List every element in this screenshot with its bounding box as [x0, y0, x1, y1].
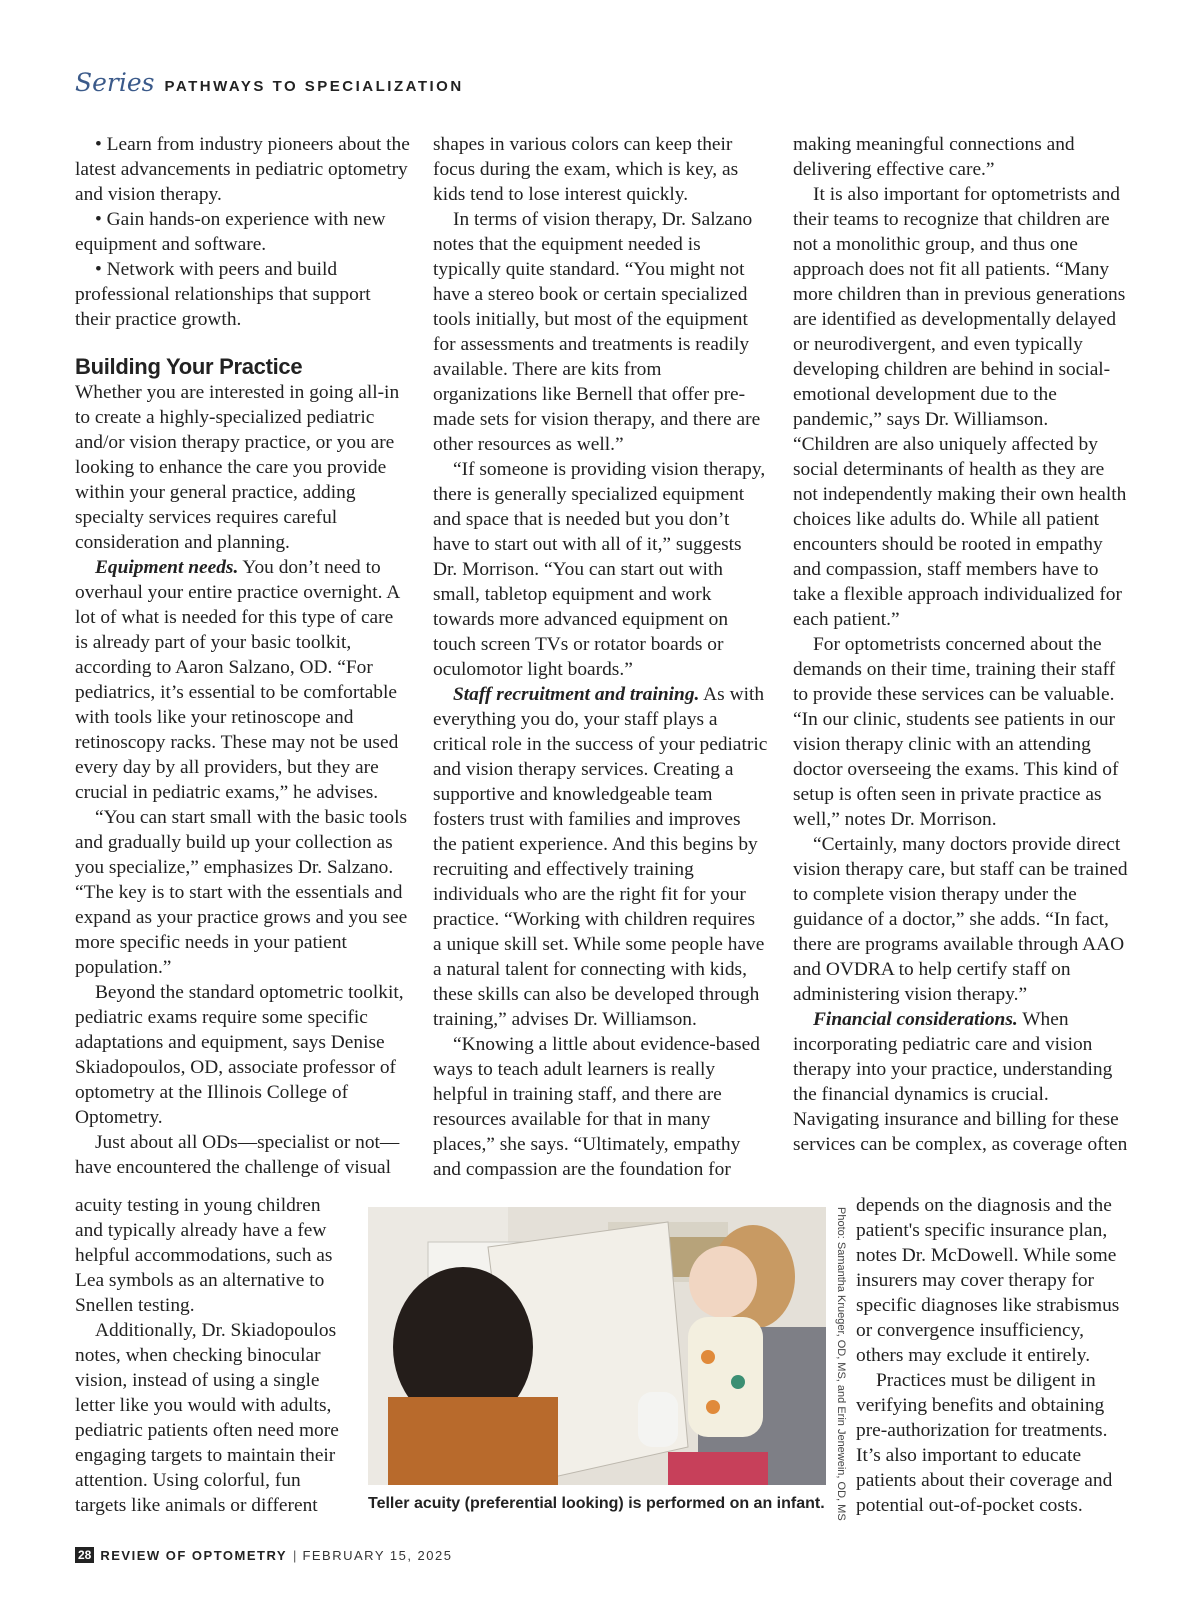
run-in-heading: Equipment needs. — [95, 557, 239, 578]
paragraph-text: You don’t need to overhaul your entire practice overnight. A lot of what is needed for this type of care is already part of your basic toolkit, according to Aaron Salzano, OD. “For pediatrics, it’s essential to be comfortable with tools like your retinoscope and retinoscopy racks. These may not be used every day by all providers, but they are crucial in pediatric exams,” he advises. — [75, 557, 400, 803]
photo-caption: Teller acuity (preferential looking) is performed on an infant. — [368, 1495, 825, 1512]
paragraph: acuity testing in young children and typically already have a few helpful accommodations, such as Lea symbols as an alternative to Snellen testing. — [75, 1195, 333, 1316]
issue-date: FEBRUARY 15, 2025 — [302, 1547, 453, 1563]
paragraph — [793, 1007, 1128, 1157]
paragraph: “Certainly, many doctors provide direct vision therapy care, but staff can be trained to complete vision therapy under the guidance of a doctor,” she adds. “In fact, there are programs available through AAO and OVDRA to help certify staff on administering vision therapy.” — [793, 834, 1128, 1005]
paragraph-text: As with everything you do, your staff plays a critical role in the success of your pediatric and vision therapy services. Creating a supportive and knowledgeable team fosters trust with families and improves the patient experience. And this begins by recruiting and effectively training individuals who are the right fit for your practice. “Working with children requires a unique skill set. While some people have a natural talent for connecting with kids, these skills can also be developed through training,” advises Dr. Williamson. — [433, 684, 768, 1030]
series-label: Series — [75, 68, 155, 97]
column-1 — [75, 132, 410, 1180]
series-title: PATHWAYS TO SPECIALIZATION — [164, 78, 464, 95]
footer-separator: | — [293, 1547, 297, 1563]
run-in-heading: Staff recruitment and training. — [453, 684, 700, 705]
paragraph: Additionally, Dr. Skiadopoulos notes, when checking binocular vision, instead of using a single letter like you would with adults, pediatric patients often need more engaging targets to maintain their attention. Using colorful, fun targets like animals or different — [75, 1320, 339, 1516]
bullet-item: • Network with peers and build professional relationships that support their practice growth. — [75, 259, 371, 330]
paragraph: shapes in various colors can keep their focus during the exam, which is key, as kids tend to lose interest quickly. — [433, 134, 739, 205]
paragraph: Whether you are interested in going all-in to create a highly-specialized pediatric and/or vision therapy practice, or you are looking to enhance the care you provide within your general practice, adding specialty services requires careful consideration and planning. — [75, 382, 400, 553]
paragraph: depends on the diagnosis and the patient's specific insurance plan, notes Dr. McDowell. While some insurers may cover therapy for specific diagnoses like strabismus or convergence insufficiency, others may exclude it entirely. — [856, 1195, 1120, 1366]
section-heading: Building Your Practice — [75, 354, 303, 379]
column-3 — [793, 132, 1128, 1157]
paragraph: For optometrists concerned about the demands on their time, training their staff to provide these services can be valuable. “In our clinic, students see patients in our vision therapy clinic with an attending doctor overseeing the exams. This kind of setup is often seen in private practice as well,” notes Dr. Morrison. — [793, 634, 1119, 830]
paragraph: “You can start small with the basic tools and gradually build up your collection as you specialize,” emphasizes Dr. Salzano. “The key is to start with the essentials and expand as your practice grows and you see more specific needs in your patient population.” — [75, 807, 408, 978]
paragraph: In terms of vision therapy, Dr. Salzano notes that the equipment needed is typically quite standard. “You might not have a stereo book or certain specialized tools initially, but most of the equipment for assessments and treatments is readily available. There are kits from organizations like Bernell that offer pre-made sets for vision therapy, and there are other resources as well.” — [433, 209, 761, 455]
bullet-item: • Learn from industry pioneers about the latest advancements in pediatric optometry and vision therapy. — [75, 134, 410, 205]
run-in-heading: Financial considerations. — [813, 1009, 1018, 1030]
paragraph: making meaningful connections and delivering effective care.” — [793, 134, 1075, 180]
article-photo — [368, 1207, 826, 1485]
paragraph: Just about all ODs—specialist or not—have encountered the challenge of visual — [75, 1132, 400, 1178]
paragraph-text: When incorporating pediatric care and vision therapy into your practice, understanding the financial dynamics is crucial. Navigating insurance and billing for these services can be complex, as coverage often — [793, 1009, 1128, 1155]
page-footer — [75, 1547, 452, 1563]
photo-credit: Photo: Samantha Krueger, OD, MS, and Erin Jenewein, OD, MS — [835, 1207, 847, 1521]
bullet-item: • Gain hands-on experience with new equipment and software. — [75, 209, 386, 255]
paragraph: It is also important for optometrists and their teams to recognize that children are not a monolithic group, and thus one approach does not fit all patients. “Many more children than in previous generations are identified as developmentally delayed or neurodivergent, and even typically developing children are behind in social-emotional development due to the pandemic,” says Dr. Williamson. “Children are also uniquely affected by social determinants of health as they are not independently making their own health choices like adults do. While all patient encounters should be rooted in empathy and compassion, staff members have to take a flexible approach individualized for each patient.” — [793, 184, 1127, 630]
column-3-lower — [856, 1193, 1128, 1518]
paragraph: “If someone is providing vision therapy, there is generally specialized equipment and space that is needed but you don’t have to start out with all of it,” suggests Dr. Morrison. “You can start out with small, tabletop equipment and work towards more advanced equipment on touch screen TVs or rotator boards or oculomotor light boards.” — [433, 459, 766, 680]
magazine-name: REVIEW OF OPTOMETRY — [100, 1547, 288, 1563]
paragraph: Beyond the standard optometric toolkit, pediatric exams require some specific adaptations and equipment, says Denise Skiadopoulos, OD, associate professor of optometry at the Illinois College of Optometry. — [75, 982, 404, 1128]
infant-exam-illustration — [368, 1207, 826, 1485]
paragraph — [75, 555, 410, 805]
paragraph — [433, 682, 768, 1032]
column-2 — [433, 132, 768, 1182]
column-1-lower — [75, 1193, 345, 1518]
paragraph: “Knowing a little about evidence-based ways to teach adult learners is really helpful in training staff, and there are resources available for that in many places,” she says. “Ultimately, empathy and compassion are the foundation for — [433, 1034, 760, 1180]
page-number: 28 — [75, 1547, 94, 1563]
paragraph: Practices must be diligent in verifying benefits and obtaining pre-authorization for treatments. It’s also important to educate patients about their coverage and potential out-of-pocket costs. — [856, 1370, 1113, 1516]
series-header — [75, 68, 464, 97]
